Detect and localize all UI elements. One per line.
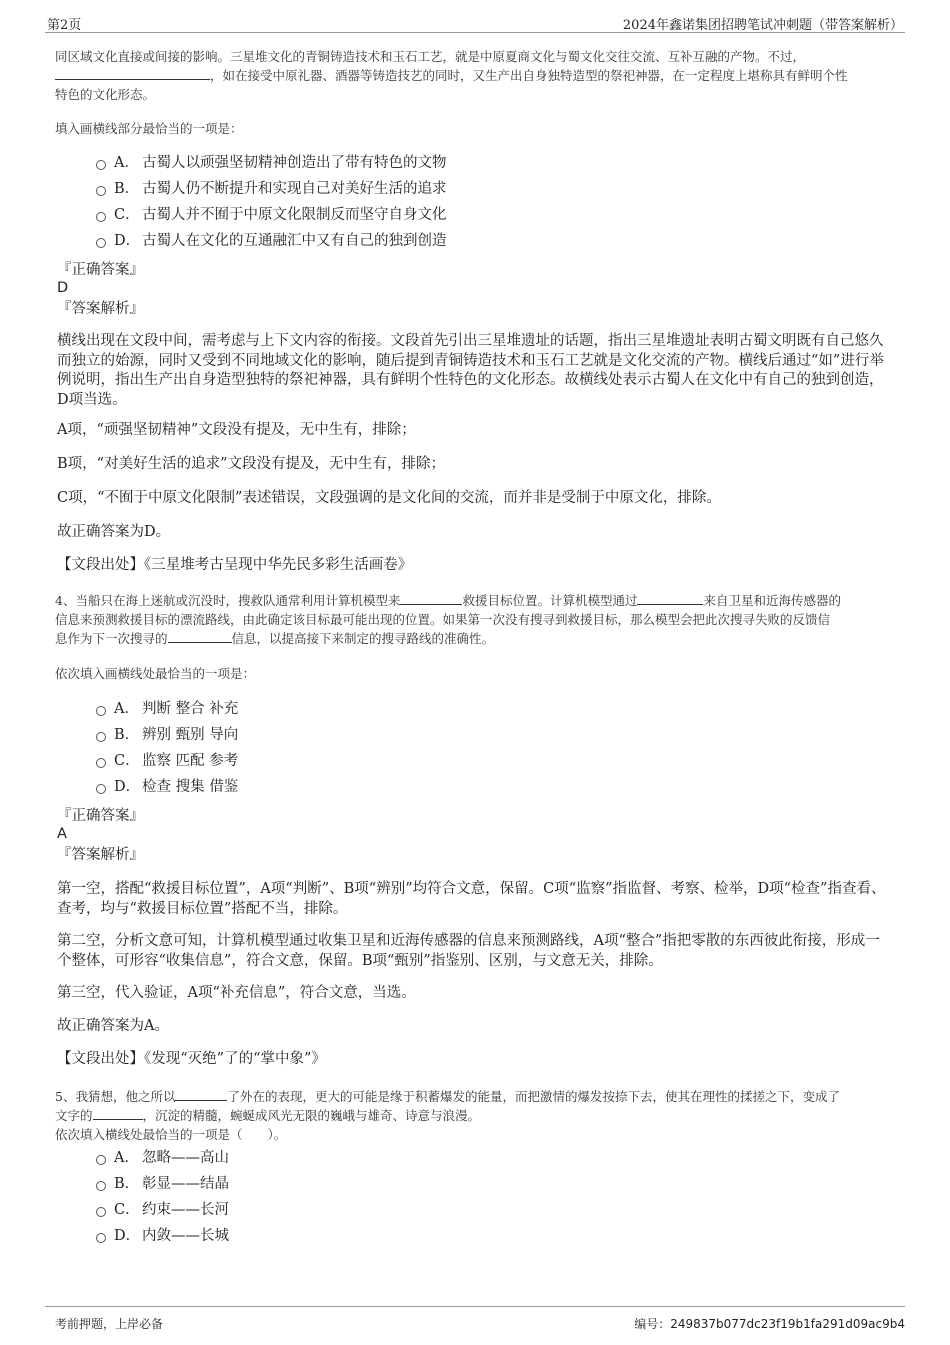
radio-icon[interactable] — [96, 1233, 106, 1243]
q4-text-line3: 息作为下一次搜寻的 信息，以提高接下来制定的搜寻路线的准确性。 — [55, 631, 495, 646]
q4-analysis-label: 『答案解析』 — [57, 847, 144, 863]
q4-answer: A — [57, 826, 67, 842]
q5-option-c[interactable]: C． 约束——长河 — [96, 1200, 229, 1220]
q3-analysis-c: C项，“不囿于中原文化限制”表述错误，文段强调的是文化间的交流，而并非是受制于中原文化，排除。 — [57, 490, 721, 506]
q4-option-b[interactable]: B． 辨别 甄别 导向 — [96, 725, 238, 745]
q3-text-line1: 同区域文化直接或间接的影响。三星堆文化的青铜铸造技术和玉石工艺，就是中原夏商文化与蜀文化交往交流、互补互融的产物。不过， — [55, 49, 806, 64]
q3-text-line2: ，如在接受中原礼器、酒器等铸造技艺的同时，又生产出自身独特造型的祭祀神器，在一定程度上堪称具有鲜明个性 — [55, 66, 895, 85]
q3-option-a[interactable]: A． 古蜀人以顽强坚韧精神创造出了带有特色的文物 — [96, 153, 447, 173]
q4-analysis-2: 第二空，分析文意可知，计算机模型通过收集卫星和近海传感器的信息来预测路线，A项“整合”指把零散的东西彼此衔接，形成一个整体，可形容“收集信息”，符合文意，保留。B项“甄别”指鉴别、区别，与文意无关，排除。 — [57, 933, 880, 969]
fill-blank — [55, 67, 210, 80]
q3-option-b[interactable]: B． 古蜀人仍不断提升和实现自己对美好生活的追求 — [96, 179, 447, 199]
q4-option-d[interactable]: D． 检查 搜集 借鉴 — [96, 777, 238, 797]
q4-answer-label: 『正确答案』 — [57, 808, 144, 824]
page-number: 第2页 — [47, 18, 82, 33]
radio-icon[interactable] — [96, 1155, 106, 1165]
fill-blank — [93, 1107, 143, 1120]
q3-answer-label: 『正确答案』 — [57, 262, 144, 278]
q3-text-line3: 特色的文化形态。 — [55, 87, 156, 102]
fill-blank — [637, 592, 703, 605]
document-title: 2024年鑫诺集团招聘笔试冲刺题（带答案解析） — [622, 18, 903, 33]
q3-analysis-label: 『答案解析』 — [57, 301, 144, 317]
radio-icon[interactable] — [96, 1207, 106, 1217]
q3-prompt: 填入画横线部分最恰当的一项是： — [55, 121, 243, 136]
page-footer — [45, 1306, 905, 1337]
q3-analysis-b: B项，“对美好生活的追求”文段没有提及，无中生有，排除； — [57, 456, 445, 472]
q3-analysis-main: 横线出现在文段中间，需考虑与上下文内容的衔接。文段首先引出三星堆遗址的话题，指出三星堆遗址表明古蜀文明既有自己悠久而独立的始源，同时又受到不同地域文化的影响，随后提到青铜铸造技术和玉石工艺就是文化交流的产物。横线后通过“如”进行举例说明，指出生产出自身造型独特的祭祀神器，具有鲜明个性特色的文化形态。故横线处表示古蜀人在文化中有自己的独到创造，D项当选。 — [57, 333, 884, 408]
q4-text-line2: 信息来预测救援目标的漂流路线，由此确定该目标最可能出现的位置。如果第一次没有搜寻到救援目标，那么模型会把此次搜寻失败的反馈信 — [55, 612, 831, 627]
radio-icon[interactable] — [96, 186, 106, 196]
radio-icon[interactable] — [96, 212, 106, 222]
q4-analysis-3: 第三空，代入验证，A项“补充信息”，符合文意，当选。 — [57, 985, 416, 1001]
q5-prompt: 依次填入横线处最恰当的一项是（ ）。 — [55, 1127, 287, 1142]
q3-answer: D — [57, 280, 69, 296]
fill-blank — [400, 592, 462, 605]
q4-analysis-1: 第一空，搭配“救援目标位置”，A项“判断”、B项“辨别”均符合文意，保留。C项“监察”指监督、考察、检举，D项“检查”指查看、查考，均与“救援目标位置”搭配不当，排除。 — [57, 881, 886, 917]
q3-option-d[interactable]: D． 古蜀人在文化的互通融汇中又有自己的独到创造 — [96, 231, 447, 251]
q5-text-line2: 文字的 ，沉淀的精髓，蜿蜒成风光无限的巍峨与雄奇、诗意与浪漫。 — [55, 1108, 481, 1123]
q3-source: 【文段出处】《三星堆考古呈现中华先民多彩生活画卷》 — [57, 557, 413, 573]
q5-option-d[interactable]: D． 内敛——长城 — [96, 1226, 229, 1246]
footer-slogan: 考前押题，上岸必备 — [55, 1317, 164, 1331]
document-id: 编号：249837b077dc23f19b1fa291d09ac9b4 — [634, 1317, 905, 1331]
q4-source: 【文段出处】《发现“灭绝”了的“掌中象”》 — [57, 1051, 326, 1067]
page-header — [45, 12, 905, 33]
q4-prompt: 依次填入画横线处最恰当的一项是： — [55, 666, 256, 681]
q5-option-a[interactable]: A． 忽略——高山 — [96, 1148, 229, 1168]
fill-blank — [168, 630, 232, 643]
q4-conclusion: 故正确答案为A。 — [57, 1018, 169, 1034]
q4-option-c[interactable]: C． 监察 匹配 参考 — [96, 751, 238, 771]
q4-text-line1: 4、当船只在海上迷航或沉没时，搜救队通常利用计算机模型来 救援目标位置。计算机模型通过 来自卫星和近海传感器的 — [55, 593, 841, 608]
radio-icon[interactable] — [96, 1181, 106, 1191]
q5-text-line1: 5、我猜想，他之所以 了外在的表现，更大的可能是缘于积蓄爆发的能量，而把激情的爆发按捺下去，使其在理性的揉搓之下，变成了 — [55, 1089, 840, 1104]
q4-option-a[interactable]: A． 判断 整合 补充 — [96, 699, 238, 719]
q3-conclusion: 故正确答案为D。 — [57, 524, 171, 540]
radio-icon[interactable] — [96, 732, 106, 742]
q5-option-b[interactable]: B． 彰显——结晶 — [96, 1174, 229, 1194]
radio-icon[interactable] — [96, 238, 106, 248]
radio-icon[interactable] — [96, 758, 106, 768]
radio-icon[interactable] — [96, 784, 106, 794]
radio-icon[interactable] — [96, 160, 106, 170]
radio-icon[interactable] — [96, 706, 106, 716]
q3-option-c[interactable]: C． 古蜀人并不囿于中原文化限制反而坚守自身文化 — [96, 205, 447, 225]
q3-analysis-a: A项，“顽强坚韧精神”文段没有提及，无中生有，排除； — [57, 422, 416, 438]
fill-blank — [175, 1088, 227, 1101]
